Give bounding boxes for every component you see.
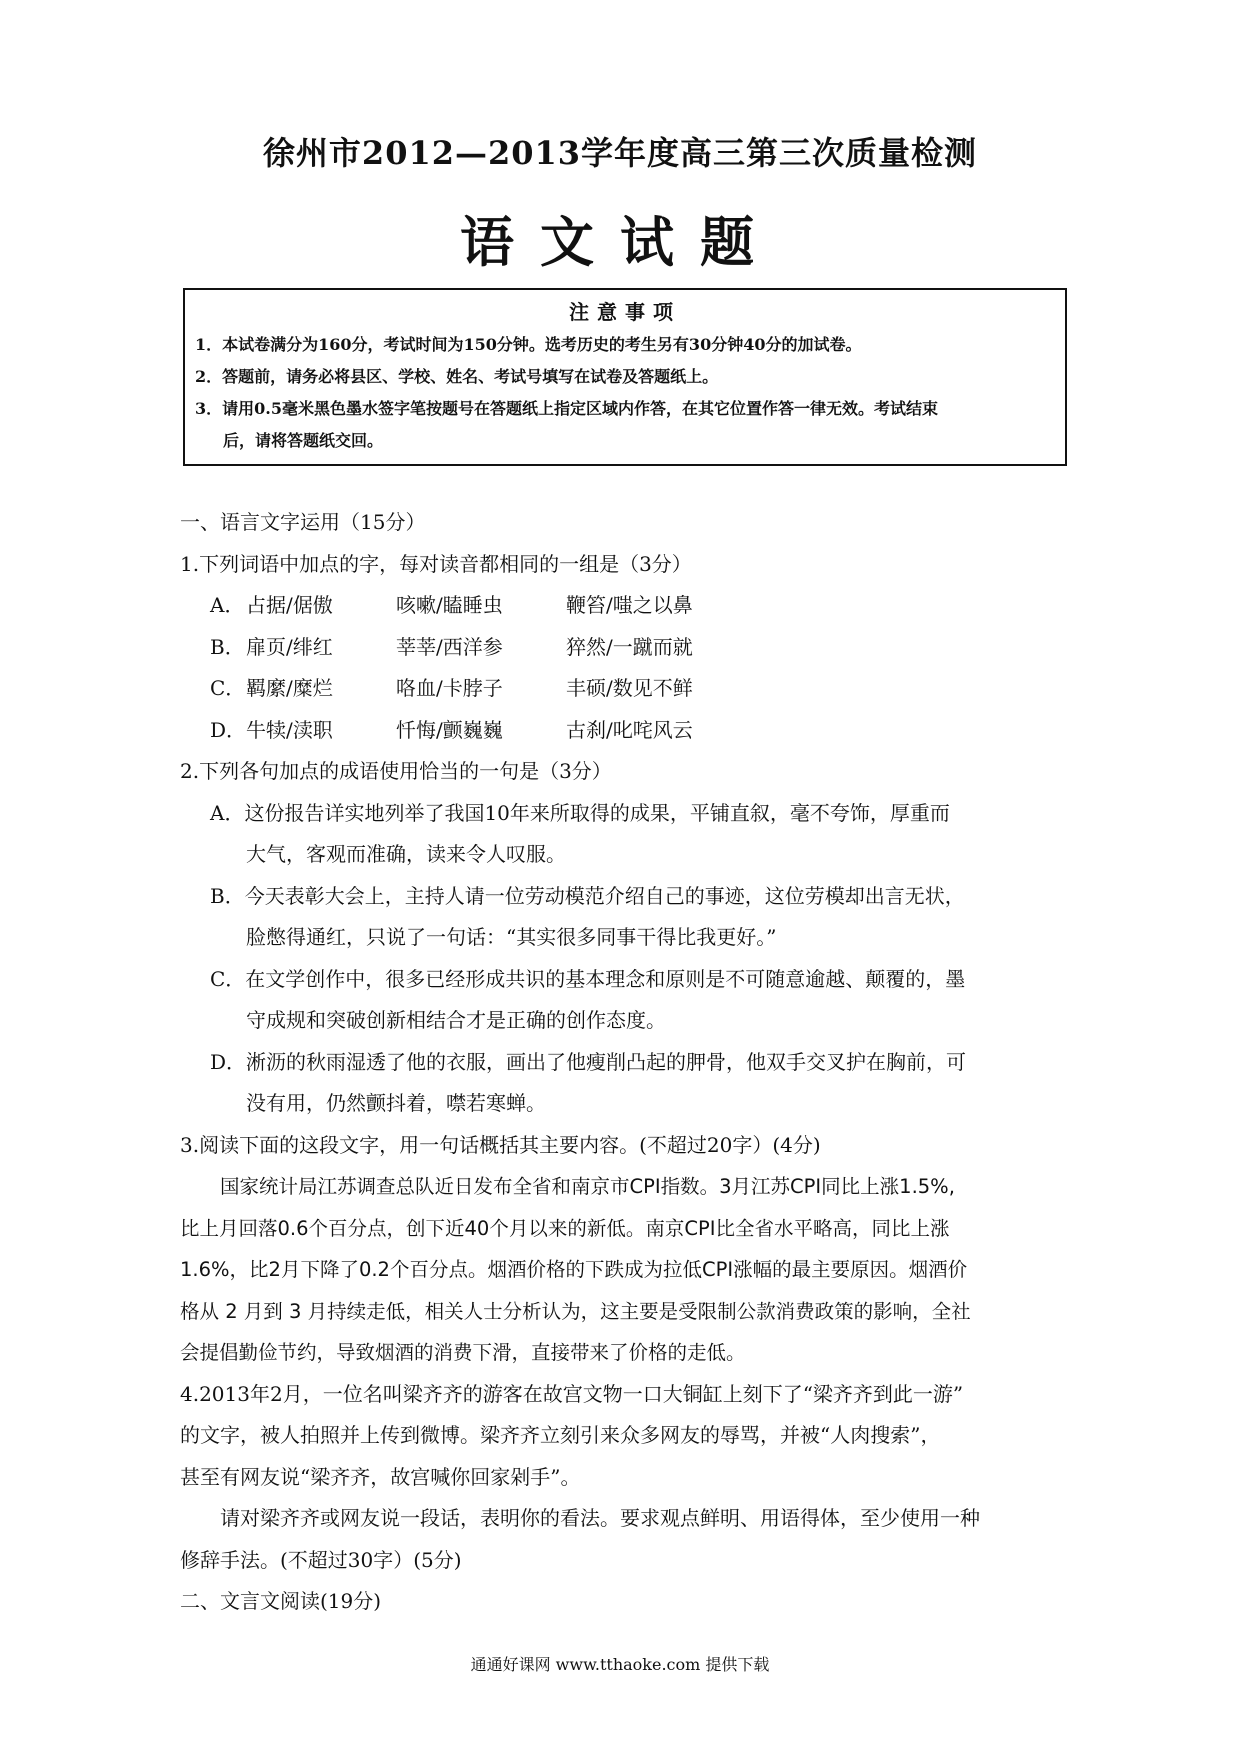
option-pair-2: 咯血/卡脖子 [396, 676, 503, 700]
exam-content [180, 502, 1080, 1623]
section-1-heading: 一、语言文字运用（15分） [180, 510, 426, 534]
question-3-passage-line-2: 比上月回落0.6个百分点，创下近40个月以来的新低。南京CPI比全省水平略高，同比上涨 [180, 1216, 950, 1240]
question-4-line-2: 的文字，被人拍照并上传到微博。梁齐齐立刻引来众多网友的辱骂，并被“人肉搜索”， [180, 1423, 941, 1447]
question-2-option-d-line-2: 没有用，仍然颤抖着，噤若寒蝉。 [246, 1091, 546, 1115]
question-4-prompt-line-2: 修辞手法。(不超过30字）(5分) [180, 1547, 462, 1572]
notice-heading: 注意事项 [569, 300, 681, 324]
question-4-prompt-line-1: 请对梁齐齐或网友说一段话，表明你的看法。要求观点鲜明、用语得体，至少使用一种 [220, 1506, 980, 1530]
question-3-passage-line-5: 会提倡勤俭节约，导致烟酒的消费下滑，直接带来了价格的走低。 [180, 1341, 746, 1364]
question-2-option-b-line-2: 脸憋得通红，只说了一句话：“其实很多同事干得比我更好。” [246, 925, 777, 949]
question-4-line-1: 4.2013年2月，一位名叫梁齐齐的游客在故宫文物一口大铜缸上刻下了“梁齐齐到此一游” [180, 1381, 964, 1406]
notice-item-2: 2．答题前，请务必将县区、学校、姓名、考试号填写在试卷及答题纸上。 [195, 367, 719, 386]
question-2-option-c-line-2: 守成规和突破创新相结合才是正确的创作态度。 [246, 1008, 666, 1032]
question-3-passage-line-3: 1.6%，比2月下降了0.2个百分点。烟酒价格的下跌成为拉低CPI涨幅的最主要原因。烟酒价 [180, 1258, 968, 1281]
question-1-option-b [180, 627, 1080, 669]
option-pair-3: 古刹/叱咤风云 [566, 717, 693, 742]
question-1-option-d [180, 710, 1080, 752]
option-pair-2: 忏悔/颤巍巍 [396, 717, 503, 742]
notice-item-3-cont-text: 后，请将答题纸交回。 [223, 431, 384, 450]
option-pair-1: 占据/倨傲 [246, 593, 333, 617]
option-label: C． [210, 676, 246, 700]
notice-item-3-continued [195, 425, 1055, 457]
question-2-option-a-line-2: 大气，客观而准确，读来令人叹服。 [246, 842, 566, 866]
option-label: B． [210, 634, 245, 659]
option-pair-1: 扉页/绯红 [246, 634, 333, 659]
question-2-option-c-line-1: C．在文学创作中，很多已经形成共识的基本理念和原则是不可随意逾越、颠覆的，墨 [210, 966, 966, 991]
option-pair-3: 猝然/一蹴而就 [566, 634, 693, 659]
question-2-option-b-line-1: B．今天表彰大会上，主持人请一位劳动模范介绍自己的事迹，这位劳模却出言无状， [210, 883, 965, 908]
exam-subject-title: 语文试题 [460, 210, 780, 274]
option-pair-2: 咳嗽/瞌睡虫 [396, 593, 503, 617]
question-2-stem: 2.下列各句加点的成语使用恰当的一句是（3分） [180, 759, 612, 783]
option-label: D． [210, 717, 247, 742]
question-4-line-3: 甚至有网友说“梁齐齐，故宫喊你回家剁手”。 [180, 1464, 581, 1489]
option-pair-1: 牛犊/渎职 [246, 717, 333, 742]
option-pair-2: 莘莘/西洋参 [396, 634, 503, 659]
section-2-heading: 二、文言文阅读(19分) [180, 1589, 382, 1613]
question-3-passage-line-4: 格从 2 月到 3 月持续走低，相关人士分析认为，这主要是受限制公款消费政策的影响，全社 [180, 1299, 971, 1323]
option-pair-3: 鞭笞/嗤之以鼻 [566, 593, 693, 617]
exam-title: 徐州市2012—2013学年度高三第三次质量检测 [262, 134, 978, 172]
question-3-passage-line-1: 国家统计局江苏调查总队近日发布全省和南京市CPI指数。3月江苏CPI同比上涨1.5%, [220, 1175, 955, 1198]
notice-item-3: 3．请用0.5毫米黑色墨水签字笔按题号在答题纸上指定区域内作答，在其它位置作答一律无效。考试结束 [195, 399, 938, 418]
question-2-option-d-line-1: D．淅沥的秋雨湿透了他的衣服，画出了他瘦削凸起的胛骨，他双手交叉护在胸前，可 [210, 1049, 967, 1074]
question-2-option-a-line-1: A．这份报告详实地列举了我国10年来所取得的成果，平铺直叙，毫不夸饰，厚重而 [210, 800, 950, 825]
notice-box [183, 288, 1067, 466]
option-pair-1: 羁縻/糜烂 [246, 676, 333, 700]
notice-item-1: 1．本试卷满分为160分，考试时间为150分钟。选考历史的考生另有30分钟40分的加试卷。 [195, 335, 862, 354]
option-pair-3: 丰硕/数见不鲜 [566, 676, 693, 700]
question-1-stem: 1.下列词语中加点的字，每对读音都相同的一组是（3分） [180, 551, 692, 576]
question-1-option-a [180, 585, 1080, 627]
option-label: A． [210, 593, 245, 617]
page-footer: 通通好课网 www.tthaoke.com 提供下载 [470, 1655, 770, 1674]
question-1-option-c [180, 668, 1080, 710]
question-3-stem: 3.阅读下面的这段文字，用一句话概括其主要内容。(不超过20字）(4分) [180, 1132, 821, 1157]
